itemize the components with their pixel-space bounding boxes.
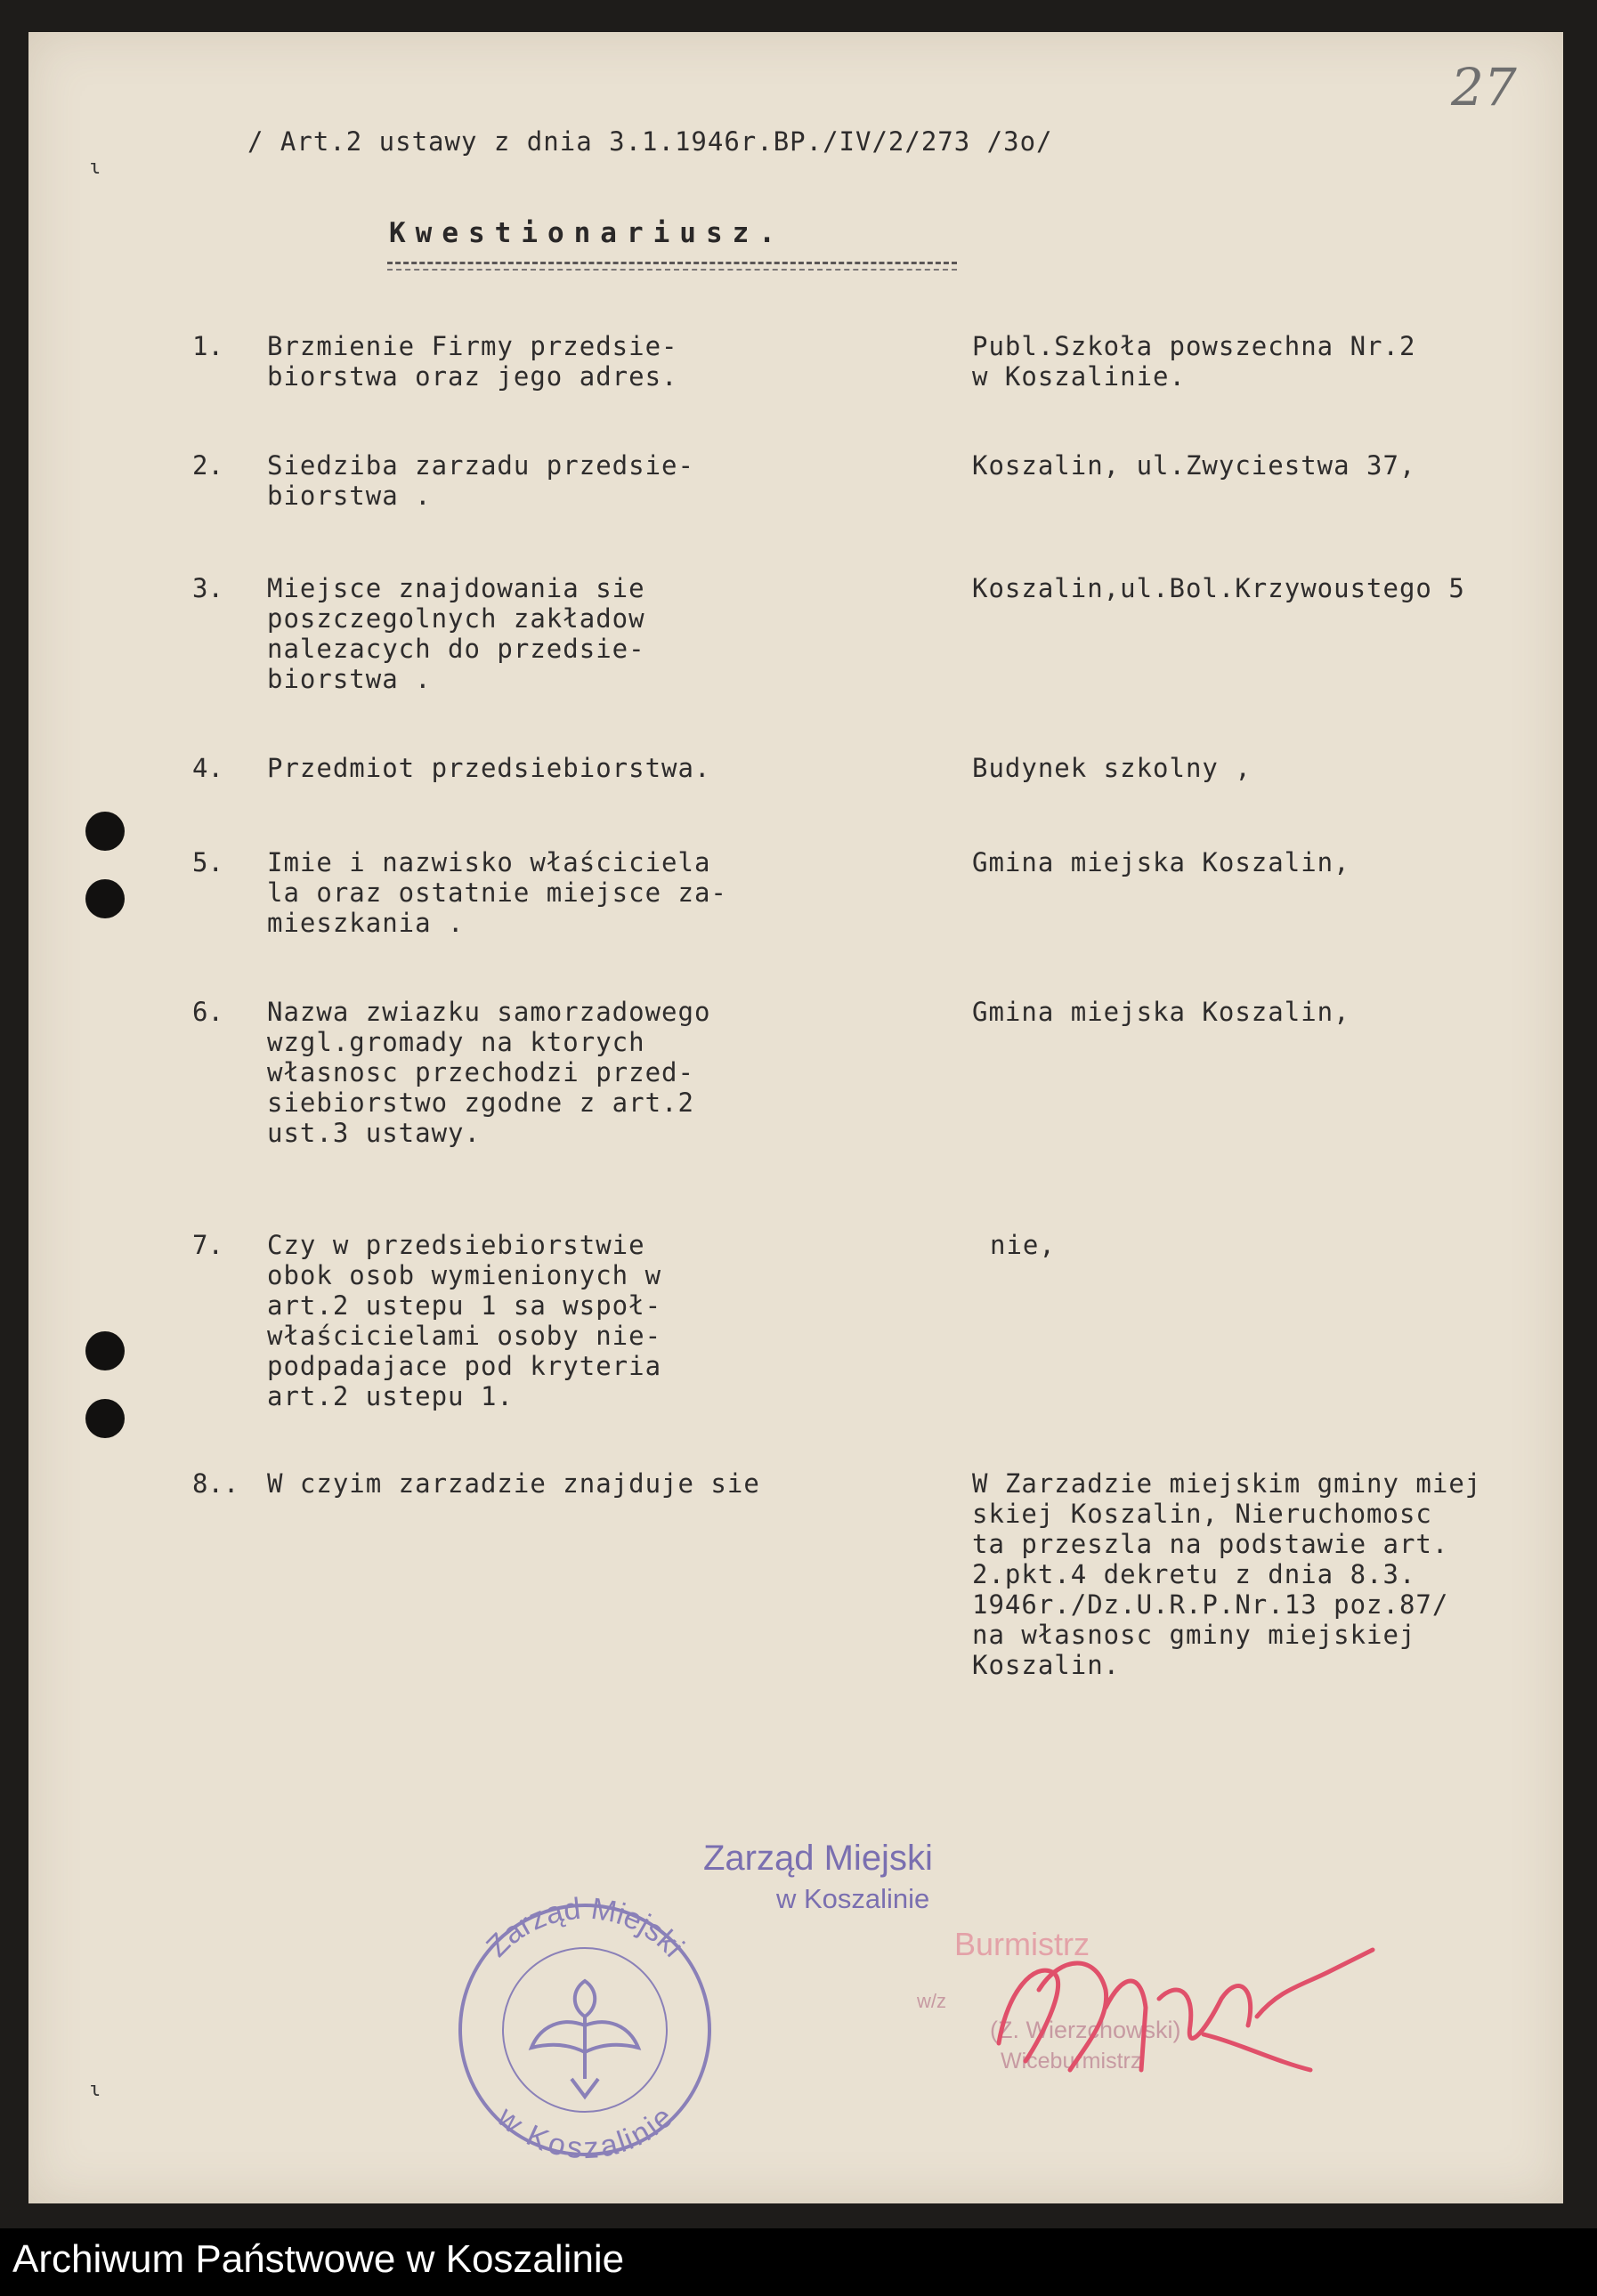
question-line: ust.3 ustawy.	[267, 1118, 481, 1148]
margin-mark: ɩ	[89, 2079, 101, 2101]
item-answer	[972, 573, 1465, 603]
question-line: Brzmienie Firmy przedsie-	[267, 331, 678, 361]
question-line: własnosc przechodzi przed-	[267, 1057, 694, 1087]
item-question	[267, 450, 694, 511]
page-number: 27	[1451, 57, 1517, 117]
question-line: Nazwa zwiazku samorzadowego	[267, 997, 711, 1027]
item-number: 7.	[192, 1230, 223, 1260]
item-question	[267, 573, 645, 694]
question-line: Siedziba zarzadu przedsie-	[267, 450, 694, 481]
item-number: 4.	[192, 753, 223, 783]
item-number: 1.	[192, 331, 223, 361]
item-number: 2.	[192, 450, 223, 481]
item-number: 5.	[192, 847, 223, 877]
question-line: podpadajace pod kryteria	[267, 1351, 662, 1381]
question-line: biorstwa .	[267, 481, 432, 511]
signature	[972, 1936, 1382, 2088]
punch-hole	[85, 812, 125, 851]
question-line: art.2 ustepu 1.	[267, 1381, 514, 1411]
stamp-name: (Z. Wierzchowski)	[990, 2017, 1181, 2043]
answer-line: na własnosc gminy miejskiej	[972, 1620, 1416, 1650]
question-line: Przedmiot przedsiebiorstwa.	[267, 753, 711, 783]
question-line: mieszkania .	[267, 908, 465, 938]
answer-line: Gmina miejska Koszalin,	[972, 847, 1350, 877]
item-answer	[972, 450, 1415, 481]
stamp-wz: w/z	[917, 1990, 946, 2012]
item-number: 8..	[192, 1468, 239, 1499]
question-line: poszczegolnych zakładow	[267, 603, 645, 634]
stamp-title: Wiceburmistrz	[1001, 2049, 1142, 2074]
item-number: 6.	[192, 997, 223, 1027]
answer-line: nie,	[990, 1230, 1056, 1260]
answer-line: 1946r./Dz.U.R.P.Nr.13 poz.87/	[972, 1589, 1449, 1620]
question-line: Imie i nazwisko właściciela	[267, 847, 711, 877]
svg-text:w Koszalinie	[490, 2099, 680, 2165]
answer-line: Publ.Szkoła powszechna Nr.2	[972, 331, 1416, 361]
answer-line: w Koszalinie.	[972, 361, 1186, 392]
answer-line: ta przeszla na podstawie art.	[972, 1529, 1449, 1559]
item-answer	[972, 331, 1415, 392]
archive-footer	[0, 2228, 1597, 2296]
eagle-emblem-icon	[531, 1981, 638, 2097]
stamp-line-2: w Koszalinie	[776, 1883, 930, 1914]
item-question	[267, 1468, 760, 1499]
question-line: siebiorstwo zgodne z art.2	[267, 1087, 694, 1118]
item-answer	[972, 1468, 1481, 1680]
answer-line: W Zarzadzie miejskim gminy miej	[972, 1468, 1482, 1499]
question-line: wzgl.gromady na ktorych	[267, 1027, 645, 1057]
item-answer	[990, 1230, 1056, 1260]
svg-text:Zarząd Miejski	[480, 1892, 691, 1964]
question-line: Miejsce znajdowania sie	[267, 573, 645, 603]
header-line: / Art.2 ustawy z dnia 3.1.1946r.BP./IV/2/273 /3o/	[247, 126, 1053, 157]
item-number: 3.	[192, 573, 223, 603]
round-stamp	[438, 1883, 732, 2168]
question-line: obok osob wymienionych w	[267, 1260, 662, 1290]
item-answer	[972, 753, 1252, 783]
answer-line: Koszalin.	[972, 1650, 1121, 1680]
answer-line: Koszalin, ul.Zwyciestwa 37,	[972, 450, 1416, 481]
item-answer	[972, 847, 1350, 877]
title-underline	[387, 269, 957, 271]
punch-hole	[85, 879, 125, 918]
margin-mark: ɩ	[89, 157, 101, 179]
question-line: la oraz ostatnie miejsce za-	[267, 877, 727, 908]
document-page	[28, 32, 1563, 2203]
round-stamp-top: Zarząd Miejski	[480, 1891, 691, 1964]
footer-label: Archiwum Państwowe w Koszalinie	[12, 2237, 625, 2281]
answer-line: skiej Koszalin, Nieruchomosc	[972, 1499, 1432, 1529]
question-line: biorstwa .	[267, 664, 432, 694]
item-question	[267, 753, 710, 783]
item-answer	[972, 997, 1350, 1027]
question-line: biorstwa oraz jego adres.	[267, 361, 678, 392]
answer-line: 2.pkt.4 dekretu z dnia 8.3.	[972, 1559, 1416, 1589]
answer-line: Koszalin,ul.Bol.Krzywoustego 5	[972, 573, 1465, 603]
item-question	[267, 847, 727, 938]
answer-line: Budynek szkolny ,	[972, 753, 1252, 783]
answer-line: Gmina miejska Koszalin,	[972, 997, 1350, 1027]
item-question	[267, 997, 710, 1148]
question-line: art.2 ustepu 1 sa wspoł-	[267, 1290, 662, 1321]
question-line: W czyim zarzadzie znajduje sie	[267, 1468, 760, 1499]
punch-hole	[85, 1399, 125, 1438]
punch-hole	[85, 1331, 125, 1370]
title-underline	[387, 262, 957, 264]
stamp-line-1: Zarząd Miejski	[703, 1839, 933, 1878]
question-line: właścicielami osoby nie-	[267, 1321, 662, 1351]
question-line: Czy w przedsiebiorstwie	[267, 1230, 645, 1260]
document-title: Kwestionariusz.	[389, 217, 785, 249]
question-line: nalezacych do przedsie-	[267, 634, 645, 664]
round-stamp-bottom: w Koszalinie	[490, 2100, 680, 2166]
item-question	[267, 1230, 661, 1411]
stamp-role: Burmistrz	[954, 1926, 1090, 1962]
item-question	[267, 331, 678, 392]
